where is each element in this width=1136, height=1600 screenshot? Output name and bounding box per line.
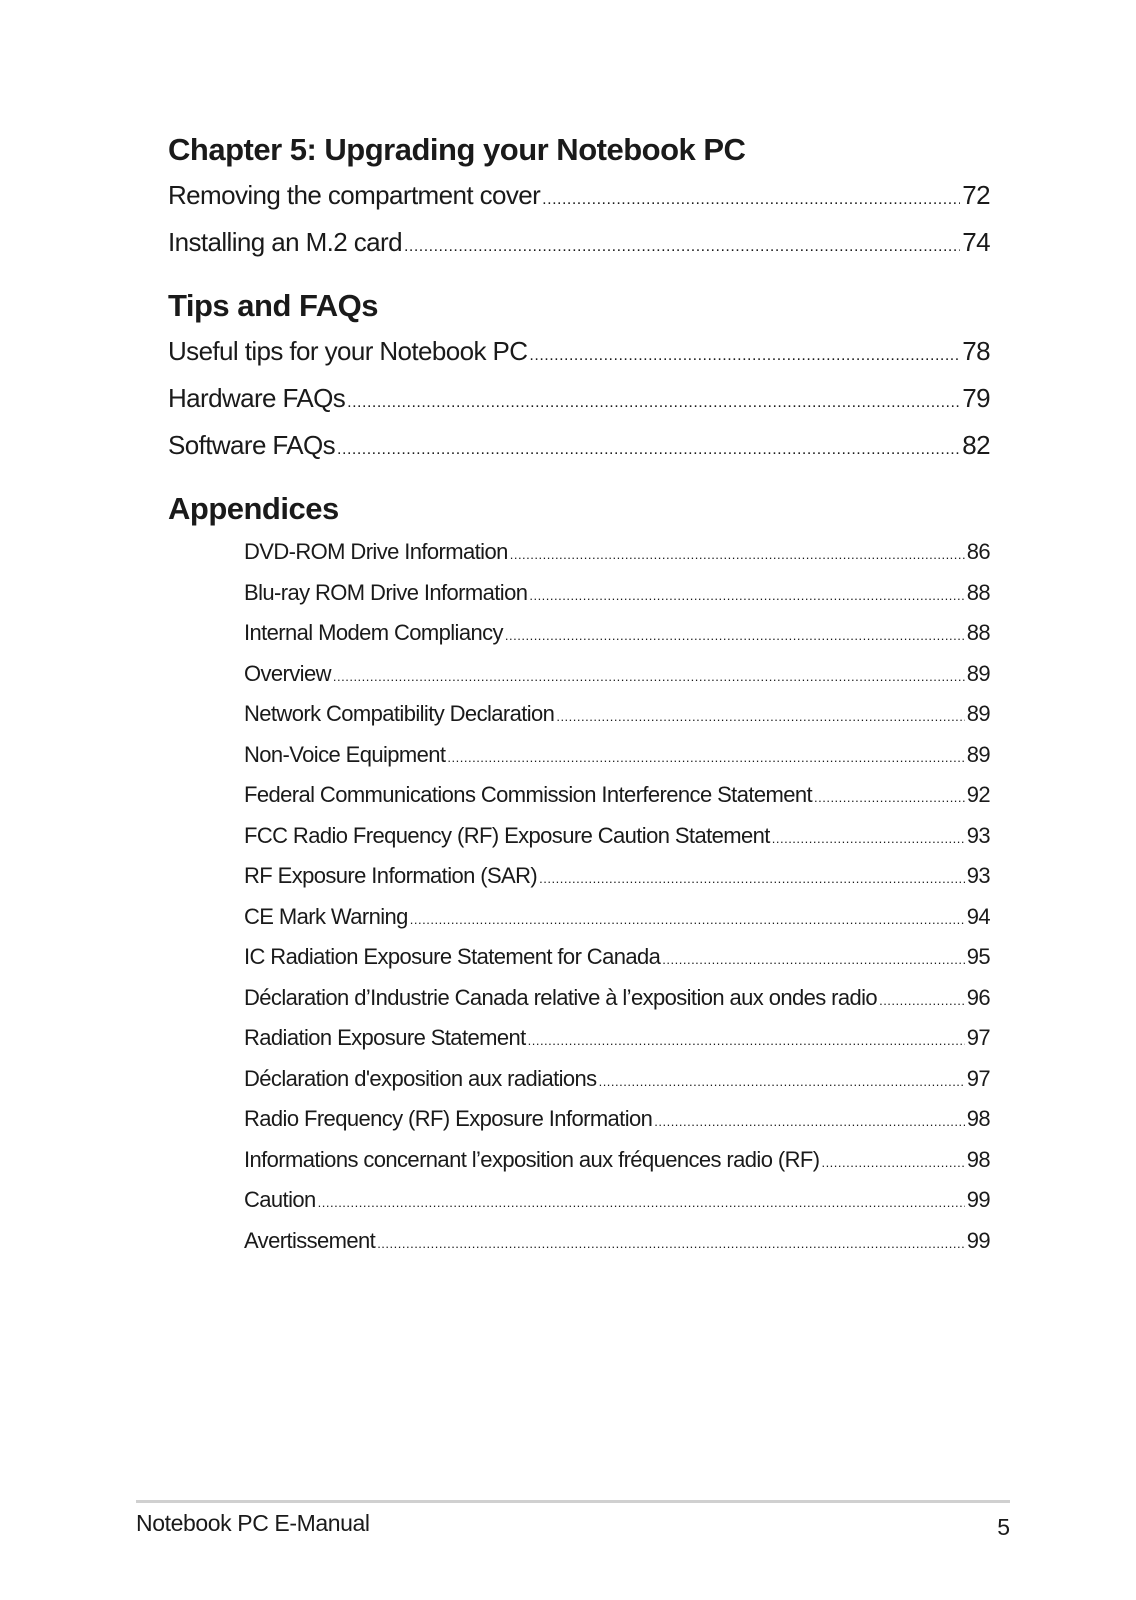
footer-divider xyxy=(136,1500,1010,1503)
dot-leader xyxy=(821,1141,964,1182)
toc-entry[interactable] xyxy=(244,898,990,939)
toc-entry-label: Déclaration d’Industrie Canada relative à l’exposition aux ondes radio xyxy=(244,984,878,1010)
dot-leader xyxy=(879,979,965,1020)
toc-entry-label: Overview xyxy=(244,660,331,686)
toc-entry-page: 99 xyxy=(966,1227,990,1253)
toc-entry-page: 88 xyxy=(966,620,990,645)
toc-entry-label: Avertissement xyxy=(244,1227,376,1253)
toc-entry-page: 88 xyxy=(966,579,990,605)
dot-leader xyxy=(556,695,964,736)
table-of-contents xyxy=(168,130,990,1262)
toc-entry-label: Déclaration d'exposition aux radiations xyxy=(244,1065,597,1091)
toc-entry[interactable] xyxy=(244,533,990,574)
toc-entry-label: Installing an M.2 card xyxy=(168,227,402,257)
toc-entry[interactable] xyxy=(168,330,990,377)
toc-entry[interactable] xyxy=(168,221,990,268)
section-title: Appendices xyxy=(168,491,339,526)
toc-entry[interactable] xyxy=(244,655,990,696)
toc-entry[interactable] xyxy=(168,377,990,424)
toc-entry-page: 99 xyxy=(966,1187,990,1212)
toc-entry-page: 82 xyxy=(962,430,990,460)
toc-entry[interactable] xyxy=(244,857,990,898)
toc-entry-page: 97 xyxy=(966,1065,990,1091)
toc-entry-label: Radiation Exposure Statement xyxy=(244,1025,526,1050)
toc-list xyxy=(168,330,990,471)
toc-entry-label: IC Radiation Exposure Statement for Canada xyxy=(244,944,661,969)
toc-section-chapter-5 xyxy=(168,130,990,268)
toc-entry[interactable] xyxy=(244,695,990,736)
toc-entry-page: 72 xyxy=(962,180,990,210)
dot-leader xyxy=(347,377,960,424)
toc-entry-page: 92 xyxy=(966,782,990,807)
toc-entry[interactable] xyxy=(244,1141,990,1182)
toc-entry-label: Hardware FAQs xyxy=(168,383,346,413)
toc-entry-label: Removing the compartment cover xyxy=(168,180,541,210)
dot-leader xyxy=(814,776,965,817)
toc-entry-label: Blu-ray ROM Drive Information xyxy=(244,579,528,605)
page-number: 5 xyxy=(997,1514,1010,1540)
dot-leader xyxy=(654,1100,964,1141)
section-title: Tips and FAQs xyxy=(168,288,378,323)
toc-entry-page: 74 xyxy=(962,227,990,257)
toc-list xyxy=(168,174,990,268)
dot-leader xyxy=(772,817,965,858)
toc-entry[interactable] xyxy=(244,776,990,817)
toc-entry-page: 96 xyxy=(966,984,990,1010)
toc-entry-label: Federal Communications Commission Interference Statement xyxy=(244,782,812,807)
toc-entry-label: Informations concernant l’exposition aux fréquences radio (RF) xyxy=(244,1146,820,1172)
toc-entry-label: Radio Frequency (RF) Exposure Information xyxy=(244,1106,653,1131)
toc-entry-page: 98 xyxy=(966,1146,990,1172)
toc-entry-page: 89 xyxy=(966,741,990,767)
footer-title: Notebook PC E-Manual xyxy=(136,1510,370,1536)
toc-entry[interactable] xyxy=(244,817,990,858)
dot-leader xyxy=(505,614,965,655)
dot-leader xyxy=(404,221,960,268)
toc-entry[interactable] xyxy=(244,574,990,615)
toc-entry-page: 93 xyxy=(966,822,990,848)
section-title: Chapter 5: Upgrading your Notebook PC xyxy=(168,132,746,167)
toc-entry[interactable] xyxy=(244,1181,990,1222)
toc-entry-page: 89 xyxy=(966,701,990,726)
toc-entry-label: Network Compatibility Declaration xyxy=(244,701,555,726)
dot-leader xyxy=(510,533,965,574)
toc-entry-page: 86 xyxy=(966,539,990,564)
dot-leader xyxy=(529,330,960,377)
toc-section-appendices xyxy=(168,489,990,1262)
toc-entry-label: Useful tips for your Notebook PC xyxy=(168,336,528,366)
toc-entry[interactable] xyxy=(244,979,990,1020)
toc-entry[interactable] xyxy=(244,614,990,655)
toc-entry[interactable] xyxy=(244,1060,990,1101)
toc-entry-label: RF Exposure Information (SAR) xyxy=(244,863,538,888)
toc-entry-label: Caution xyxy=(244,1187,316,1212)
dot-leader xyxy=(333,655,965,696)
toc-entry-page: 97 xyxy=(966,1025,990,1050)
dot-leader xyxy=(318,1181,965,1222)
toc-entry[interactable] xyxy=(168,424,990,471)
toc-entry[interactable] xyxy=(244,736,990,777)
dot-leader xyxy=(377,1222,965,1263)
toc-entry[interactable] xyxy=(244,1019,990,1060)
toc-entry[interactable] xyxy=(244,1222,990,1263)
toc-entry-page: 79 xyxy=(962,383,990,413)
toc-list xyxy=(244,533,990,1262)
toc-entry-label: CE Mark Warning xyxy=(244,903,408,929)
toc-entry-page: 94 xyxy=(966,903,990,929)
toc-entry[interactable] xyxy=(168,174,990,221)
dot-leader xyxy=(542,174,960,221)
toc-entry[interactable] xyxy=(244,938,990,979)
dot-leader xyxy=(447,736,964,777)
toc-entry-label: Internal Modem Compliancy xyxy=(244,620,503,645)
toc-entry[interactable] xyxy=(244,1100,990,1141)
toc-entry-page: 95 xyxy=(966,944,990,969)
dot-leader xyxy=(599,1060,965,1101)
toc-entry-label: FCC Radio Frequency (RF) Exposure Caution Statement xyxy=(244,822,770,848)
toc-entry-label: Non-Voice Equipment xyxy=(244,741,446,767)
toc-entry-label: Software FAQs xyxy=(168,430,336,460)
dot-leader xyxy=(529,574,964,615)
toc-entry-page: 93 xyxy=(966,863,990,888)
dot-leader xyxy=(337,424,960,471)
dot-leader xyxy=(662,938,964,979)
dot-leader xyxy=(410,898,965,939)
dot-leader xyxy=(539,857,965,898)
toc-section-tips-faqs xyxy=(168,286,990,471)
toc-entry-page: 78 xyxy=(962,336,990,366)
toc-entry-label: DVD-ROM Drive Information xyxy=(244,539,508,564)
toc-entry-page: 98 xyxy=(966,1106,990,1131)
toc-entry-page: 89 xyxy=(966,660,990,686)
dot-leader xyxy=(528,1019,965,1060)
